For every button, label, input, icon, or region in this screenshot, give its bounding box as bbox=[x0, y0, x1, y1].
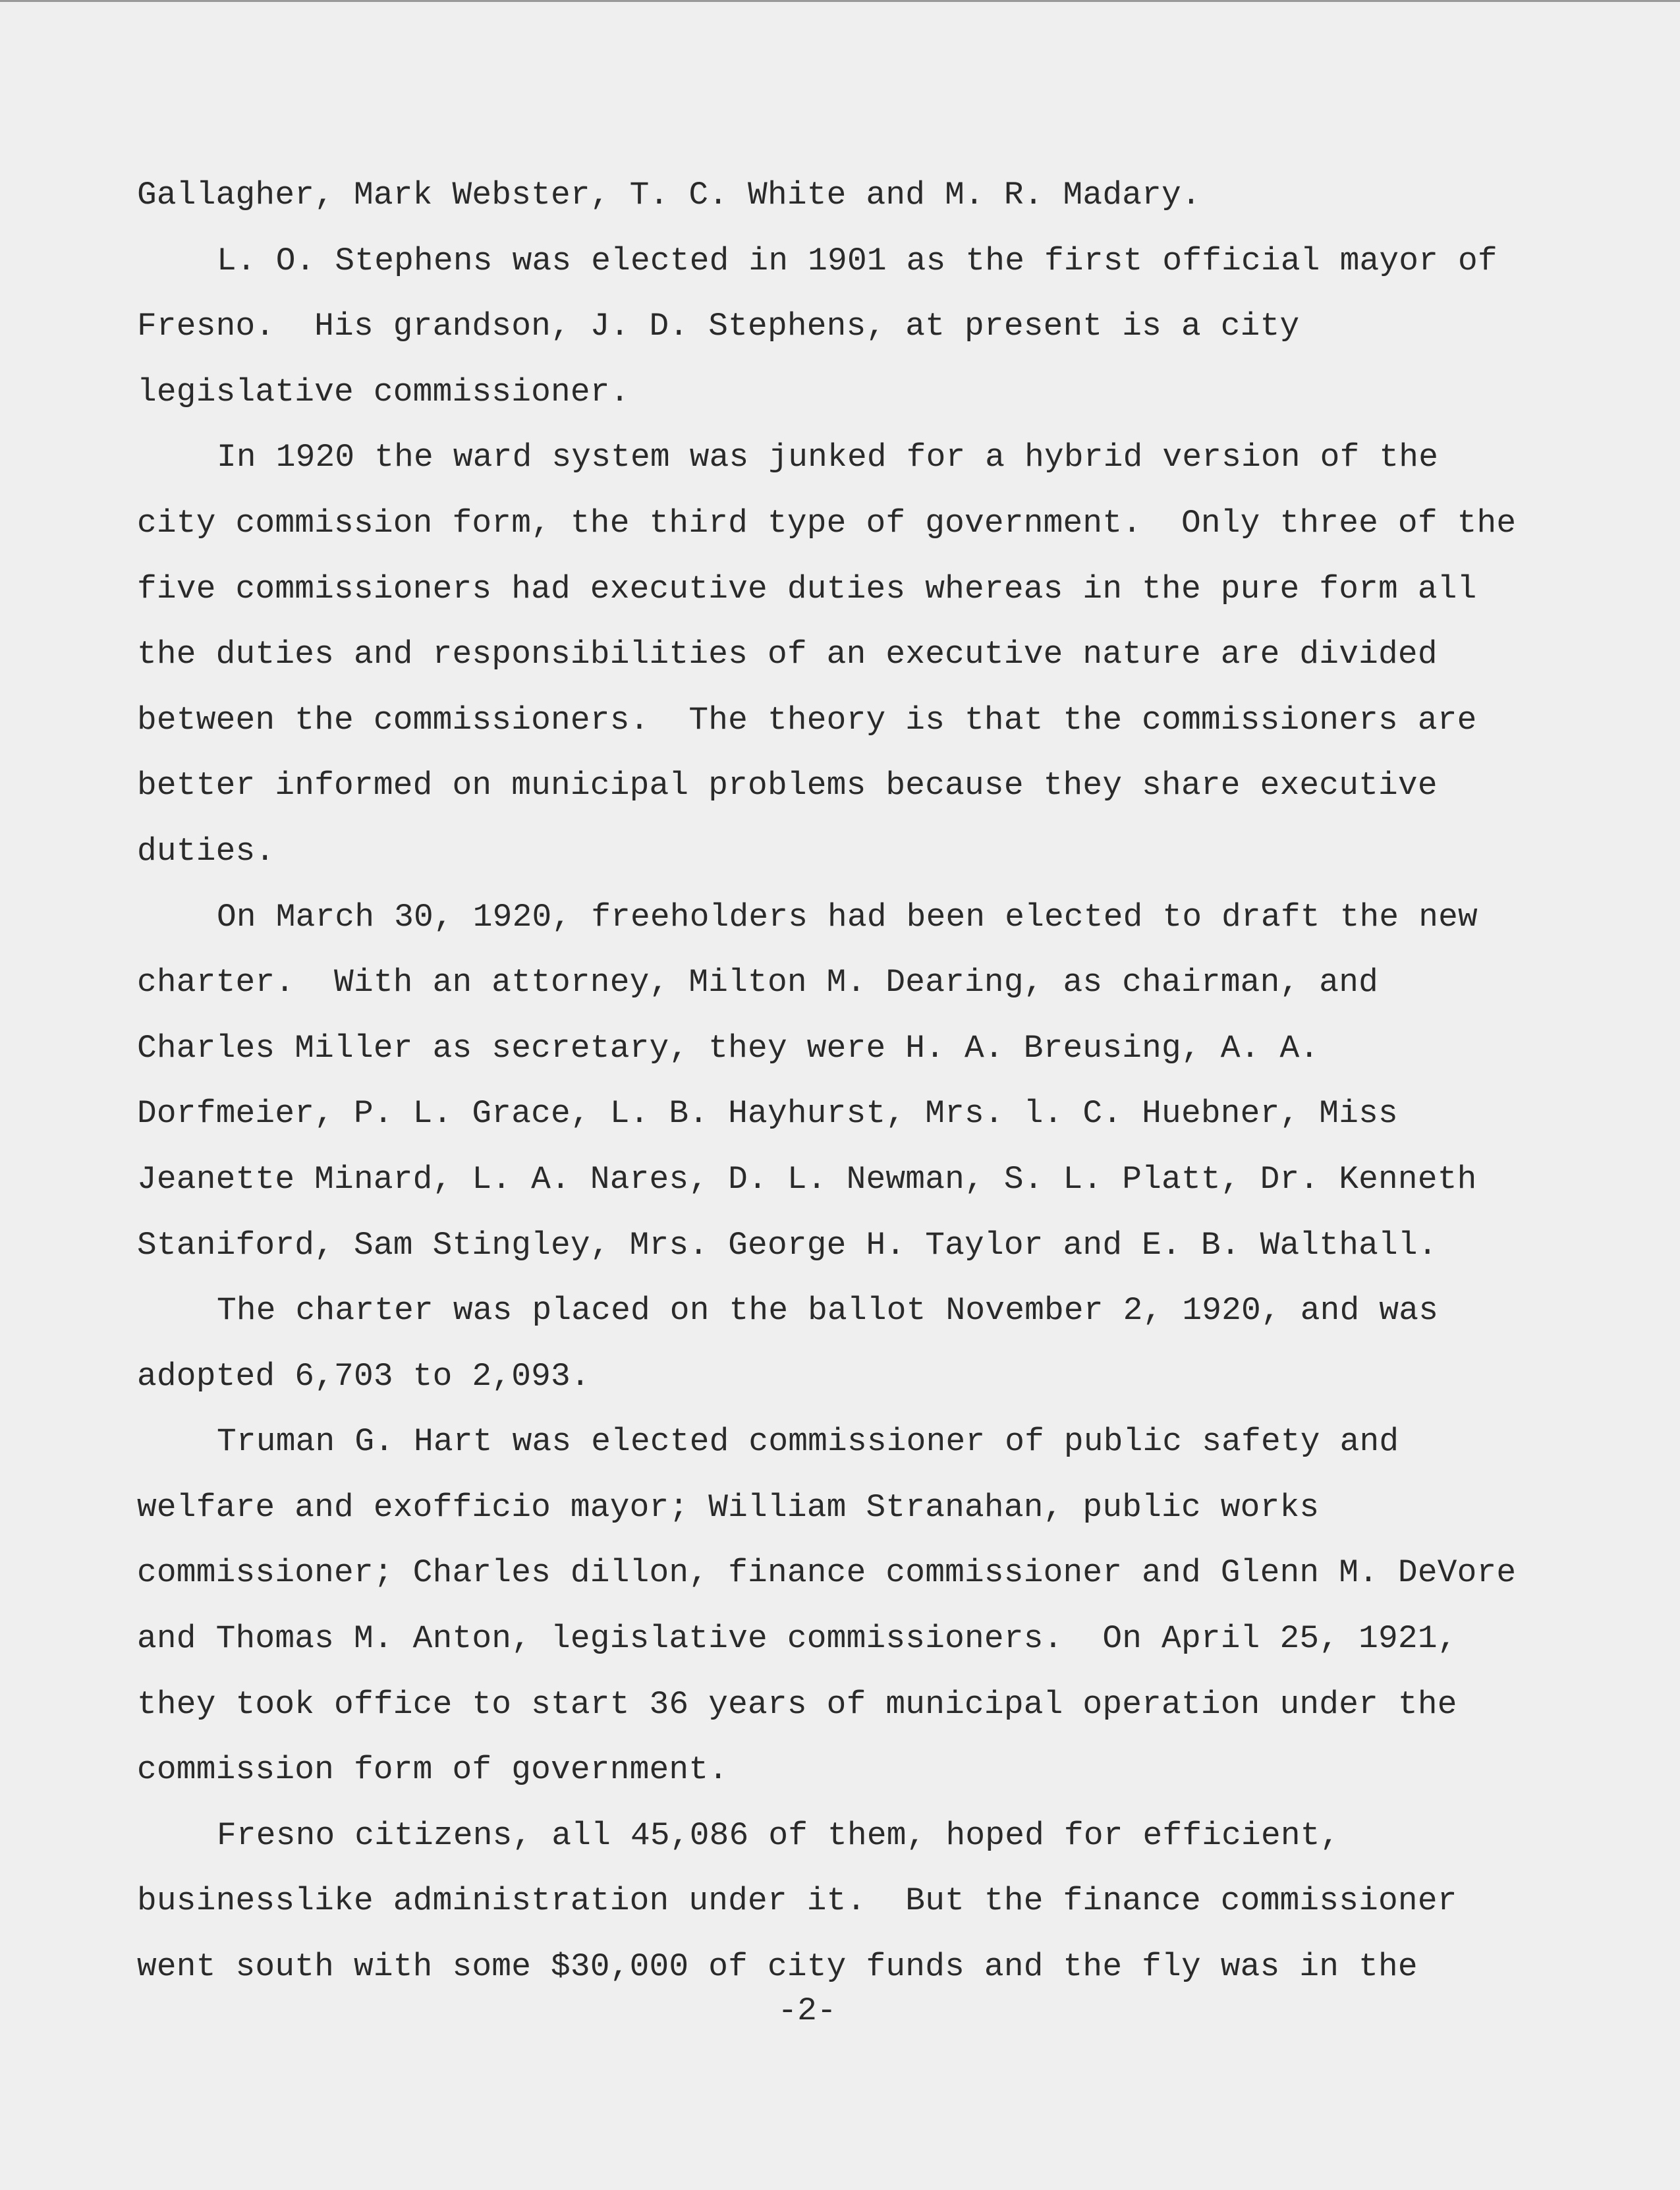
text-line: Gallagher, Mark Webster, T. C. White and M. R. Madary. bbox=[137, 177, 1201, 213]
text-line: the duties and responsibilities of an executive nature are divided bbox=[137, 636, 1438, 673]
text-line: Jeanette Minard, L. A. Nares, D. L. Newman, S. L. Platt, Dr. Kenneth bbox=[137, 1160, 1477, 1198]
text-line: went south with some $30,000 of city funds and the fly was in the bbox=[137, 1948, 1418, 1986]
text-line: The charter was placed on the ballot November 2, 1920, and was bbox=[217, 1292, 1439, 1330]
text-line: L. O. Stephens was elected in 1901 as the first official mayor of bbox=[217, 242, 1498, 279]
text-line: Staniford, Sam Stingley, Mrs. George H. Taylor and E. B. Walthall. bbox=[137, 1226, 1438, 1264]
text-line: On March 30, 1920, freeholders had been elected to draft the new bbox=[217, 898, 1478, 936]
text-line: city commission form, the third type of government. Only three of the bbox=[137, 504, 1517, 542]
text-line: Fresno citizens, all 45,086 of them, hoped for efficient, bbox=[217, 1816, 1340, 1854]
text-line: welfare and exofficio mayor; William Stranahan, public works bbox=[137, 1488, 1320, 1526]
text-line: duties. bbox=[137, 832, 275, 870]
page-number: -2- bbox=[777, 1992, 837, 2029]
text-line: better informed on municipal problems because they share executive bbox=[137, 767, 1438, 804]
text-line: charter. With an attorney, Milton M. Dearing, as chairman, and bbox=[137, 964, 1379, 1001]
text-line: and Thomas M. Anton, legislative commissioners. On April 25, 1921, bbox=[137, 1620, 1457, 1658]
text-line: In 1920 the ward system was junked for a hybrid version of the bbox=[217, 439, 1439, 476]
page-top-edge bbox=[0, 0, 1680, 2]
text-line: commission form of government. bbox=[137, 1751, 729, 1789]
document-body bbox=[137, 163, 1652, 2000]
text-line: they took office to start 36 years of municipal operation under the bbox=[137, 1685, 1457, 1723]
text-line: Truman G. Hart was elected commissioner of public safety and bbox=[217, 1423, 1399, 1461]
text-line: legislative commissioner. bbox=[137, 373, 630, 410]
text-line: between the commissioners. The theory is that the commissioners are bbox=[137, 701, 1477, 739]
text-line: Fresno. His grandson, J. D. Stephens, at present is a city bbox=[137, 308, 1300, 345]
text-line: adopted 6,703 to 2,093. bbox=[137, 1357, 590, 1395]
text-line: Charles Miller as secretary, they were H. A. Breusing, A. A. bbox=[137, 1029, 1320, 1067]
text-line: five commissioners had executive duties whereas in the pure form all bbox=[137, 570, 1477, 607]
text-line: Dorfmeier, P. L. Grace, L. B. Hayhurst, Mrs. l. C. Huebner, Miss bbox=[137, 1095, 1398, 1133]
text-line: businesslike administration under it. But the finance commissioner bbox=[137, 1882, 1457, 1920]
text-line: commissioner; Charles dillon, finance commissioner and Glenn M. DeVore bbox=[137, 1554, 1517, 1592]
